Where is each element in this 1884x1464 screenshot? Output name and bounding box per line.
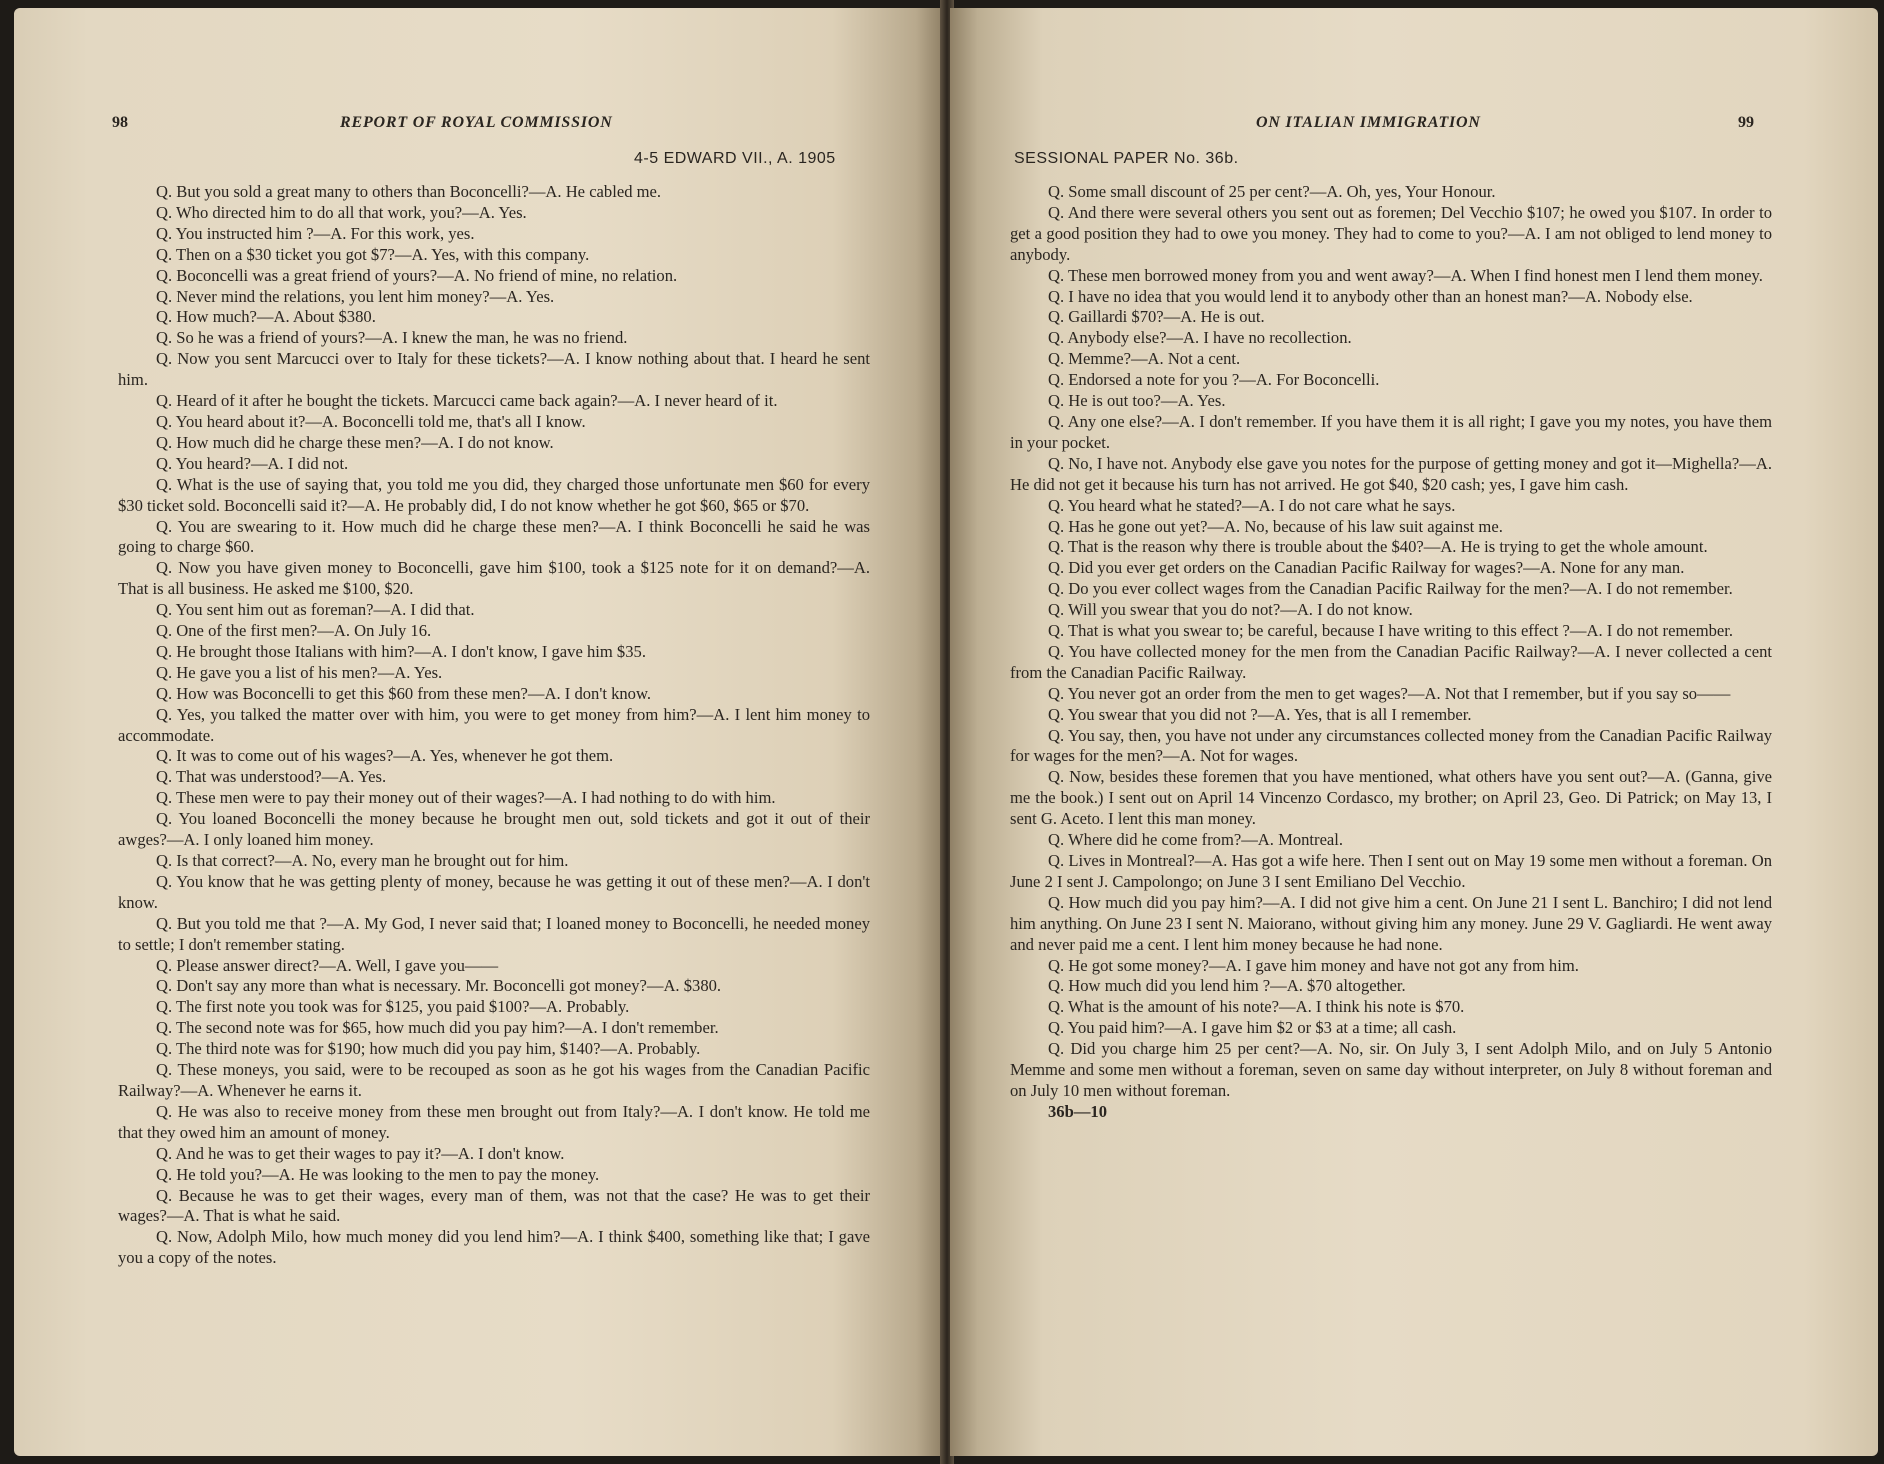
testimony-paragraph: Q. The third note was for $190; how much did you pay him, $140?—A. Probably. [156,1039,701,1059]
left-page-number: 98 [112,114,128,131]
testimony-paragraph: Q. How much?—A. About $380. [156,307,376,327]
testimony-paragraph: Q. That is the reason why there is trouble about the $40?—A. He is trying to get the whole amount. [1048,537,1708,557]
testimony-paragraph: Q. How much did he charge these men?—A. I do not know. [156,432,554,452]
signature-mark: 36b—10 [1048,1101,1108,1121]
testimony-paragraph: Q. Anybody else?—A. I have no recollection. [1048,328,1352,348]
left-running-head: REPORT OF ROYAL COMMISSION [340,114,613,131]
testimony-paragraph: Q. What is the amount of his note?—A. I think his note is $70. [1048,997,1465,1017]
testimony-paragraph: Q. It was to come out of his wages?—A. Yes, whenever he got them. [156,746,614,766]
testimony-paragraph: Q. Because he was to get their wages, every man of them, was not that the case? He was to get their wages?—A. That is what he said. [118,1185,870,1226]
testimony-paragraph: Q. How much did you pay him?—A. I did not give him a cent. On June 21 I sent L. Banchiro; I did not lend him anything. On June 23 I sent N. Maiorano, without giving him any money. June 29 V. Gagliardi. He went away and never paid me a cent. I lent him money because he had none. [1010,892,1772,954]
testimony-paragraph: Q. Do you ever collect wages from the Canadian Pacific Railway for the men?—A. I do not remember. [1048,579,1733,599]
testimony-paragraph: Q. You know that he was getting plenty of money, because he was getting it out of these men?—A. I don't know. [118,871,870,912]
right-page-number: 99 [1738,114,1754,131]
testimony-paragraph: Q. One of the first men?—A. On July 16. [156,621,432,641]
testimony-paragraph: Q. How was Boconcelli to get this $60 from these men?—A. I don't know. [156,683,652,703]
testimony-paragraph: Q. The first note you took was for $125, you paid $100?—A. Probably. [156,997,630,1017]
left-text-column [118,182,870,1269]
testimony-paragraph: Q. So he was a friend of yours?—A. I knew the man, he was no friend. [156,328,628,348]
testimony-paragraph: Q. But you sold a great many to others than Boconcelli?—A. He cabled me. [156,182,662,201]
testimony-paragraph: Q. You say, then, you have not under any circumstances collected money from the Canadian Pacific Railway for wages for the men?—A. Not for wages. [1010,725,1772,766]
testimony-paragraph: Q. That is what you swear to; be careful, because I have writing to this effect ?—A. I do not remember. [1048,621,1734,641]
testimony-paragraph: Q. Don't say any more than what is necessary. Mr. Boconcelli got money?—A. $380. [156,976,722,996]
testimony-paragraph: Q. Where did he come from?—A. Montreal. [1048,830,1344,850]
testimony-paragraph: Q. Memme?—A. Not a cent. [1048,349,1241,369]
testimony-paragraph: Q. He told you?—A. He was looking to the men to pay the money. [156,1164,600,1184]
testimony-paragraph: Q. You sent him out as foreman?—A. I did that. [156,600,475,620]
left-page [14,8,944,1456]
testimony-paragraph: Q. Some small discount of 25 per cent?—A. Oh, yes, Your Honour. [1048,182,1496,201]
testimony-paragraph: Q. Endorsed a note for you ?—A. For Boconcelli. [1048,370,1380,390]
testimony-paragraph: Q. You are swearing to it. How much did he charge these men?—A. I think Boconcelli he said he was going to charge $60. [118,516,870,557]
testimony-paragraph: Q. You heard about it?—A. Boconcelli told me, that's all I know. [156,411,586,431]
testimony-paragraph: Q. You heard what he stated?—A. I do not care what he says. [1048,495,1456,515]
testimony-paragraph: Q. That was understood?—A. Yes. [156,767,387,787]
testimony-paragraph: Q. What is the use of saying that, you told me you did, they charged those unfortunate men $60 for every $30 ticket sold. Boconcelli said it?—A. He probably did, I do not know whether he got $60, $65 or $70. [118,474,870,515]
testimony-paragraph: Q. You never got an order from the men to get wages?—A. Not that I remember, but if you say so—— [1048,683,1731,703]
testimony-paragraph: Q. You loaned Boconcelli the money because he brought men out, sold tickets and got it out of their awges?—A. I only loaned him money. [118,809,870,850]
testimony-paragraph: Q. Any one else?—A. I don't remember. If you have them it is all right; I gave you my notes, you have them in your pocket. [1010,411,1772,452]
testimony-paragraph: Q. Now you sent Marcucci over to Italy for these tickets?—A. I know nothing about that. I heard he sent him. [118,349,870,390]
testimony-paragraph: Q. Lives in Montreal?—A. Has got a wife here. Then I sent out on May 19 some men without a foreman. On June 2 I sent J. Campolongo; on June 3 I sent Emiliano Del Vecchio. [1010,851,1772,891]
testimony-paragraph: Q. Will you swear that you do not?—A. I do not know. [1048,600,1413,620]
testimony-paragraph: Q. Did you ever get orders on the Canadian Pacific Railway for wages?—A. None for any man. [1048,558,1685,578]
testimony-paragraph: Q. Then on a $30 ticket you got $7?—A. Yes, with this company. [156,244,590,264]
testimony-paragraph: Q. Now, besides these foremen that you have mentioned, what others have you sent out?—A. (Ganna, give me the book.) I sent out on April 14 Vincenzo Cordasco, my brother; on April 23, Geo. Di Patrick; on May 13, I sent G. Aceto. I lent this man money. [1010,767,1772,829]
testimony-paragraph: Q. Is that correct?—A. No, every man he brought out for him. [156,851,569,870]
testimony-paragraph: Q. Has he gone out yet?—A. No, because of his law suit against me. [1048,516,1503,536]
testimony-paragraph: Q. And he was to get their wages to pay it?—A. I don't know. [156,1143,565,1163]
testimony-paragraph: Q. I have no idea that you would lend it to anybody other than an honest man?—A. Nobody else. [1048,286,1693,306]
testimony-paragraph: Q. You instructed him ?—A. For this work, yes. [156,223,475,243]
testimony-paragraph: Q. These moneys, you said, were to be recouped as soon as he got his wages from the Canadian Pacific Railway?—A. Whenever he earns it. [118,1060,870,1100]
testimony-paragraph: Q. Did you charge him 25 per cent?—A. No, sir. On July 3, I sent Adolph Milo, and on July 5 Antonio Memme and some men without a foreman, seven on same day without interpreter, on July 8 without foreman and on July 10 men without foreman. [1010,1039,1772,1100]
testimony-paragraph: Q. Heard of it after he bought the tickets. Marcucci came back again?—A. I never heard of it. [156,391,778,411]
testimony-paragraph: Q. Now you have given money to Boconcelli, gave him $100, took a $125 note for it on demand?—A. That is all business. He asked me $100, $20. [118,558,870,599]
testimony-paragraph: Q. Boconcelli was a great friend of yours?—A. No friend of mine, no relation. [156,265,678,285]
testimony-paragraph: Q. He got some money?—A. I gave him money and have not got any from him. [1048,955,1579,975]
testimony-paragraph: Q. Yes, you talked the matter over with him, you were to get money from him?—A. I lent him money to accommodate. [118,704,870,745]
testimony-paragraph: Q. These men were to pay their money out of their wages?—A. I had nothing to do with him. [156,788,776,808]
testimony-paragraph: Q. How much did you lend him ?—A. $70 altogether. [1048,976,1406,996]
testimony-paragraph: Q. Now, Adolph Milo, how much money did you lend him?—A. I think $400, something like that; I gave you a copy of the notes. [118,1227,870,1268]
testimony-paragraph: Q. And there were several others you sent out as foremen; Del Vecchio $107; he owed you $107. In order to get a good position they had to owe you money. They had to come to you?—A. I am not obliged to lend money to anybody. [1010,202,1772,264]
right-page [950,8,1878,1456]
testimony-paragraph: Q. Gaillardi $70?—A. He is out. [1048,307,1265,327]
testimony-paragraph: Q. He brought those Italians with him?—A. I don't know, I gave him $35. [156,641,646,661]
testimony-paragraph: Q. You paid him?—A. I gave him $2 or $3 at a time; all cash. [1048,1018,1457,1038]
testimony-paragraph: Q. But you told me that ?—A. My God, I never said that; I loaned money to Boconcelli, he needed money to settle; I don't remember stating. [118,913,870,954]
testimony-paragraph: Q. You heard?—A. I did not. [156,453,349,473]
testimony-paragraph: Q. Who directed him to do all that work, you?—A. Yes. [156,202,527,222]
testimony-paragraph: Q. These men borrowed money from you and went away?—A. When I find honest men I lend them money. [1048,265,1763,285]
testimony-paragraph: Q. You swear that you did not ?—A. Yes, that is all I remember. [1048,704,1472,724]
right-text-column [1010,182,1772,1123]
right-subhead: SESSIONAL PAPER No. 36b. [1014,150,1239,167]
testimony-paragraph: Q. Never mind the relations, you lent him money?—A. Yes. [156,286,555,306]
right-running-head: ON ITALIAN IMMIGRATION [1256,114,1481,131]
testimony-paragraph: Q. No, I have not. Anybody else gave you notes for the purpose of getting money and got it—Mighella?—A. He did not get it because his turn has not arrived. He got $40, $20 cash; yes, I gave him cash. [1010,453,1772,494]
left-subhead: 4-5 EDWARD VII., A. 1905 [634,150,836,167]
testimony-paragraph: Q. You have collected money for the men from the Canadian Pacific Railway?—A. I never collected a cent from the Canadian Pacific Railway. [1010,641,1772,682]
testimony-paragraph: Q. Please answer direct?—A. Well, I gave you—— [156,955,499,975]
testimony-paragraph: Q. He gave you a list of his men?—A. Yes. [156,662,443,682]
testimony-paragraph: Q. He was also to receive money from these men brought out from Italy?—A. I don't know. He told me that they owed him an amount of money. [118,1101,870,1142]
testimony-paragraph: Q. The second note was for $65, how much did you pay him?—A. I don't remember. [156,1018,719,1038]
testimony-paragraph: Q. He is out too?—A. Yes. [1048,391,1226,411]
